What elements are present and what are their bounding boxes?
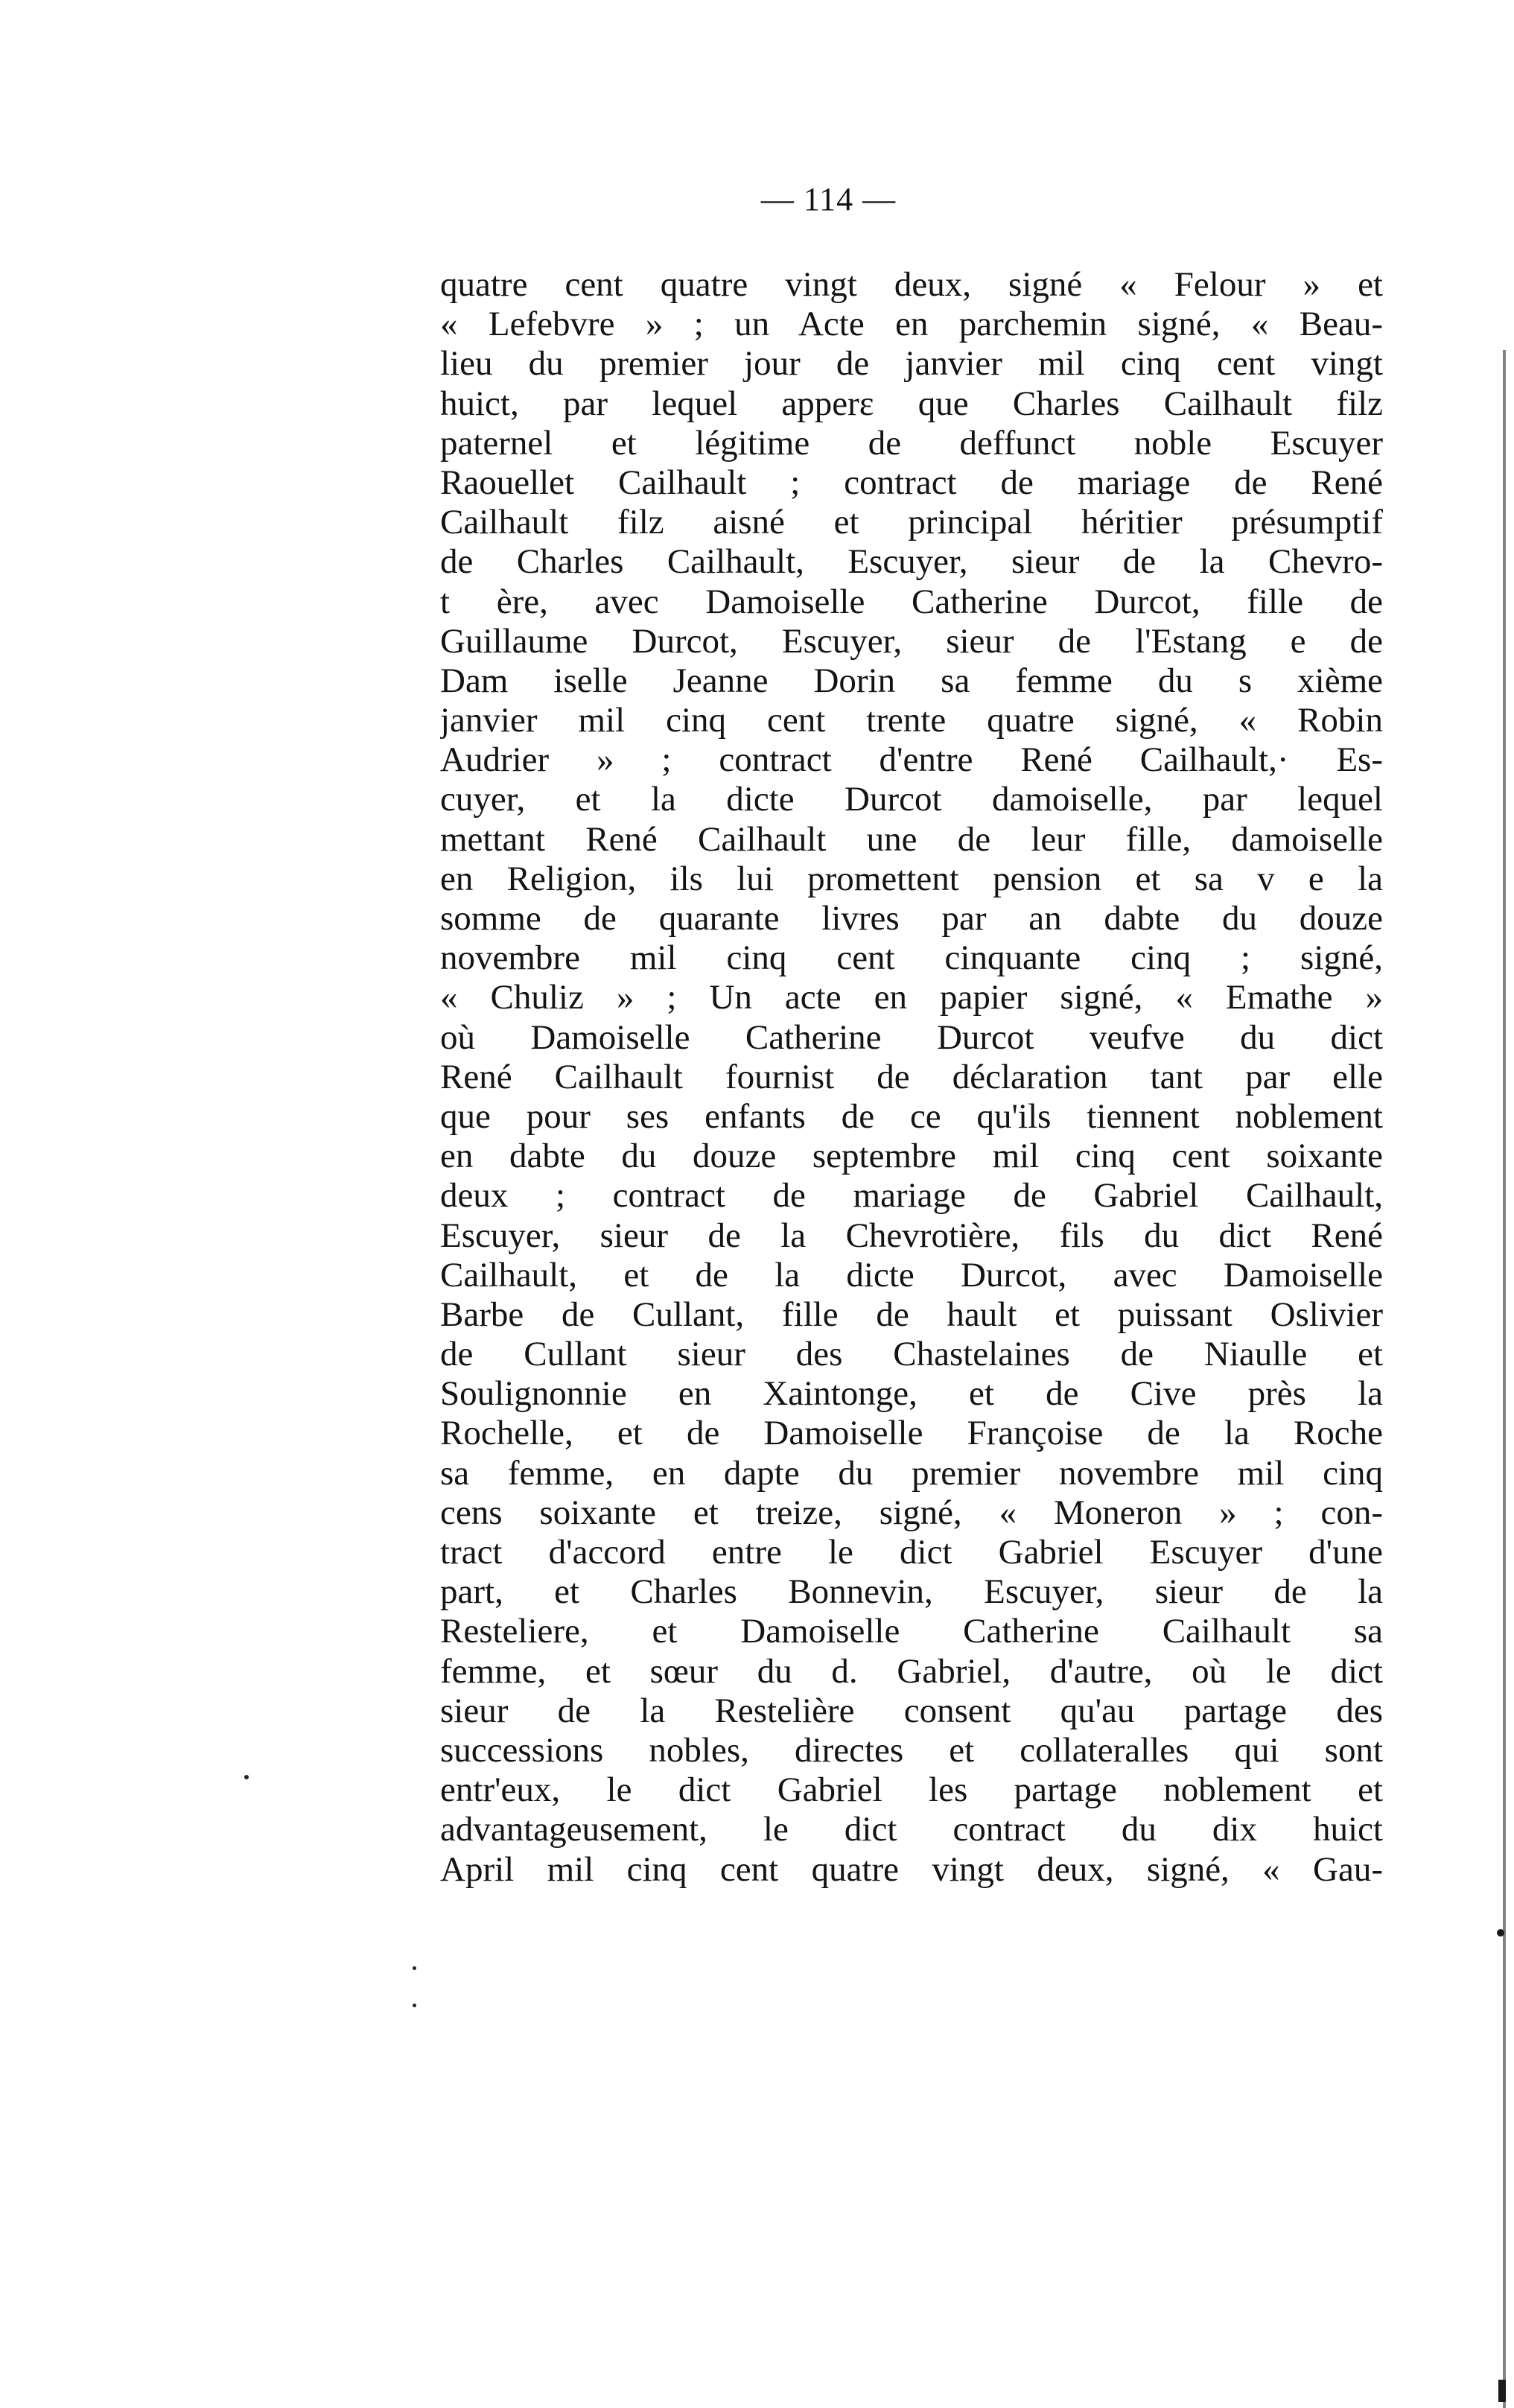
text-line: Cailhault, et de la dicte Durcot, avec Damoiselle xyxy=(440,1255,1383,1294)
text-line: Resteliere, et Damoiselle Catherine Cailhault sa xyxy=(440,1612,1383,1651)
text-line: en dabte du douze septembre mil cinq cent soixante xyxy=(440,1137,1383,1176)
text-line: « Chuliz » ; Un acte en papier signé, « Emathe » xyxy=(440,978,1383,1017)
text-line: Guillaume Durcot, Escuyer, sieur de l'Estang e de xyxy=(440,621,1383,661)
text-line: Rochelle, et de Damoiselle Françoise de la Roche xyxy=(440,1414,1383,1453)
page-number: — 114 — xyxy=(760,181,897,217)
text-line: novembre mil cinq cent cinquante cinq ; signé, xyxy=(440,938,1383,978)
text-line: somme de quarante livres par an dabte du douze xyxy=(440,899,1383,938)
text-line: tract d'accord entre le dict Gabriel Escuyer d'une xyxy=(440,1533,1383,1572)
text-line: où Damoiselle Catherine Durcot veufve du dict xyxy=(440,1017,1383,1057)
text-line: femme, et sœur du d. Gabriel, d'autre, où le dict xyxy=(440,1651,1383,1691)
page-edge-shadow xyxy=(1497,1929,1504,1937)
text-line: Soulignonnie en Xaintonge, et de Cive près la xyxy=(440,1374,1383,1414)
text-line: de Cullant sieur des Chastelaines de Niaulle et xyxy=(440,1335,1383,1374)
text-line: que pour ses enfants de ce qu'ils tiennent noblement xyxy=(440,1096,1383,1136)
text-line: quatre cent quatre vingt deux, signé « Felour » et xyxy=(440,265,1383,304)
text-line: janvier mil cinq cent trente quatre signé, « Robin xyxy=(440,701,1383,740)
text-line: Dam iselle Jeanne Dorin sa femme du s xième xyxy=(440,661,1383,700)
text-line: successions nobles, directes et collateralles qui sont xyxy=(440,1730,1383,1770)
text-line: « Lefebvre » ; un Acte en parchemin signé, « Beau- xyxy=(440,305,1383,344)
text-line: sa femme, en dapte du premier novembre mil cinq xyxy=(440,1453,1383,1493)
text-line: René Cailhault fournist de déclaration tant par elle xyxy=(440,1057,1383,1096)
text-line: Cailhault filz aisné et principal héritier présumptif xyxy=(440,503,1383,542)
text-line: deux ; contract de mariage de Gabriel Cailhault, xyxy=(440,1176,1383,1216)
text-line: mettant René Cailhault une de leur fille, damoiselle xyxy=(440,819,1383,859)
page-edge-shadow xyxy=(1503,350,1506,2408)
text-line: cuyer, et la dicte Durcot damoiselle, par lequel xyxy=(440,780,1383,819)
body-text xyxy=(440,265,1383,1890)
text-line: entr'eux, le dict Gabriel les partage noblement et xyxy=(440,1770,1383,1810)
text-line: huict, par lequel apperɛ que Charles Cailhault filz xyxy=(440,384,1383,423)
text-line: t ère, avec Damoiselle Catherine Durcot, fille de xyxy=(440,582,1383,621)
text-line: Barbe de Cullant, fille de hault et puissant Oslivier xyxy=(440,1294,1383,1334)
page-edge-shadow xyxy=(1498,2380,1506,2402)
text-line: de Charles Cailhault, Escuyer, sieur de la Chevro- xyxy=(440,542,1383,582)
scan-speck xyxy=(244,1775,249,1779)
text-line: Audrier » ; contract d'entre René Cailhault,· Es- xyxy=(440,740,1383,780)
text-line: advantageusement, le dict contract du dix huict xyxy=(440,1810,1383,1849)
text-line: en Religion, ils lui promettent pension et sa v e la xyxy=(440,859,1383,898)
scan-speck xyxy=(413,2004,416,2007)
scan-speck xyxy=(413,1966,416,1970)
text-line: lieu du premier jour de janvier mil cinq cent vingt xyxy=(440,344,1383,384)
text-line: sieur de la Restelière consent qu'au partage des xyxy=(440,1691,1383,1730)
text-line: part, et Charles Bonnevin, Escuyer, sieur de la xyxy=(440,1572,1383,1612)
text-line: April mil cinq cent quatre vingt deux, signé, « Gau- xyxy=(440,1849,1383,1889)
text-line: Escuyer, sieur de la Chevrotière, fils du dict René xyxy=(440,1216,1383,1255)
text-line: cens soixante et treize, signé, « Moneron » ; con- xyxy=(440,1493,1383,1532)
text-line: Raouellet Cailhault ; contract de mariage de René xyxy=(440,463,1383,502)
text-line: paternel et légitime de deffunct noble Escuyer xyxy=(440,423,1383,463)
